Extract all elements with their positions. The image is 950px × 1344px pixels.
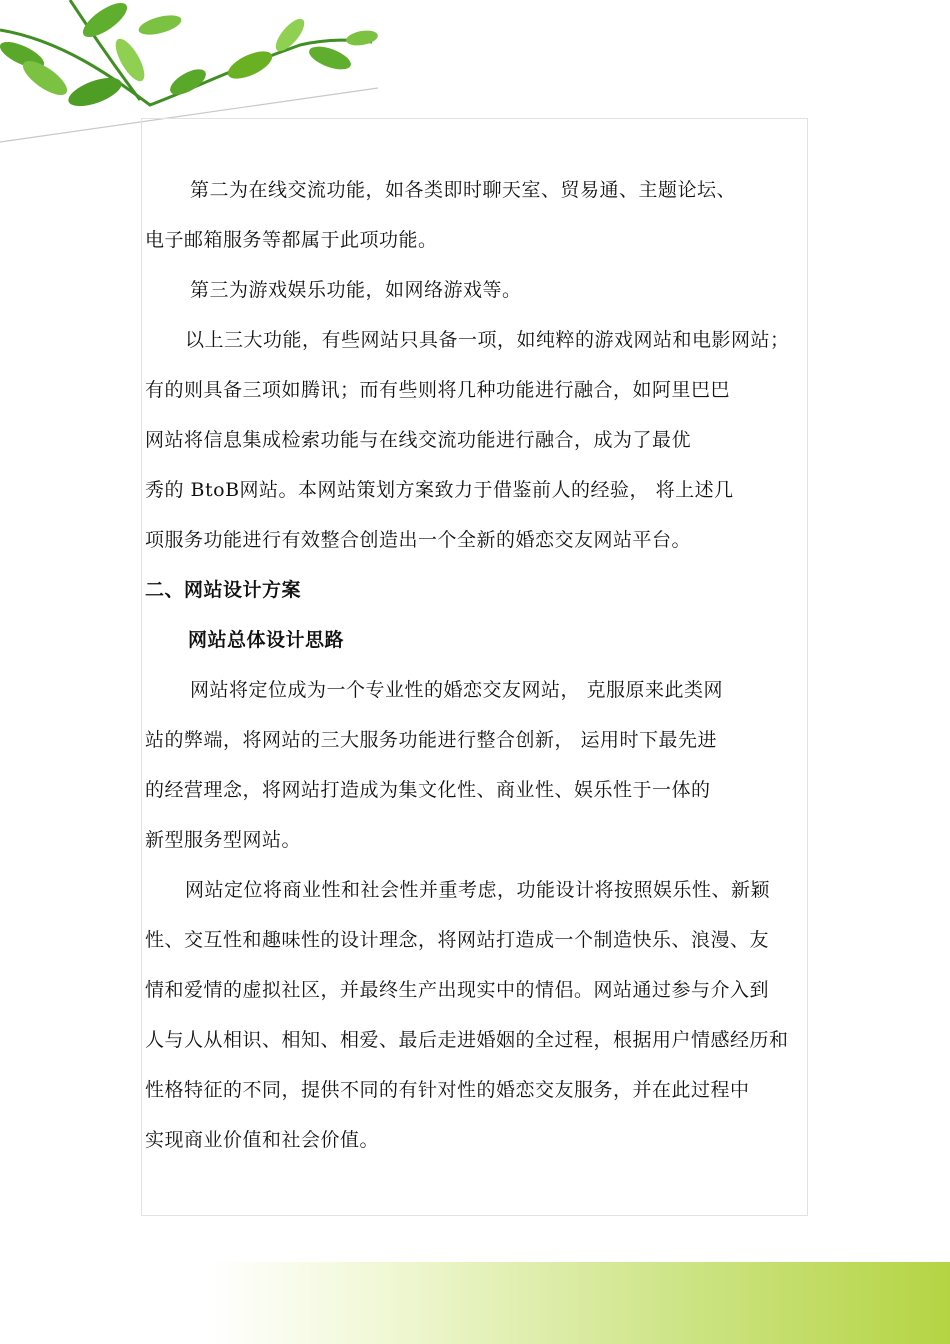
subsection-heading: 网站总体设计思路: [188, 629, 345, 651]
paragraph-line: 人与人从相识、相知、相爱、最后走进婚姻的全过程，根据用户情感经历和: [145, 1029, 789, 1051]
paragraph-line: 项服务功能进行有效整合创造出一个全新的婚恋交友网站平台。: [145, 529, 692, 551]
paragraph-line: 有的则具备三项如腾讯；而有些则将几种功能进行融合，如阿里巴巴: [145, 379, 731, 401]
paragraph-line: 第二为在线交流功能，如各类即时聊天室、贸易通、主题论坛、: [190, 179, 737, 201]
paragraph-line: 网站定位将商业性和社会性并重考虑，功能设计将按照娱乐性、新颖: [185, 879, 771, 901]
paragraph-line: 实现商业价值和社会价值。: [145, 1129, 380, 1151]
paragraph-line: 新型服务型网站。: [145, 829, 302, 851]
paragraph-line: 情和爱情的虚拟社区，并最终生产出现实中的情侣。网站通过参与介入到: [145, 979, 770, 1001]
paragraph-line: 以上三大功能，有些网站只具备一项，如纯粹的游戏网站和电影网站；: [185, 329, 790, 351]
paragraph-line: 性、交互性和趣味性的设计理念，将网站打造成一个制造快乐、浪漫、友: [145, 929, 770, 951]
paragraph-line: 性格特征的不同，提供不同的有针对性的婚恋交友服务，并在此过程中: [145, 1079, 750, 1101]
paragraph-line: 网站将信息集成检索功能与在线交流功能进行融合，成为了最优: [145, 429, 692, 451]
paragraph-line: 站的弊端，将网站的三大服务功能进行整合创新， 运用时下最先进: [145, 729, 718, 751]
paragraph-line: 的经营理念，将网站打造成为集文化性、商业性、娱乐性于一体的: [145, 779, 711, 801]
paragraph-line: 电子邮箱服务等都属于此项功能。: [145, 229, 438, 251]
paragraph-line: 第三为游戏娱乐功能，如网络游戏等。: [190, 279, 522, 301]
footer-gradient-band: [0, 1262, 950, 1344]
section-heading: 二、网站设计方案: [145, 579, 302, 601]
paragraph-line: 网站将定位成为一个专业性的婚恋交友网站， 克服原来此类网: [190, 679, 724, 701]
paragraph-line: 秀的 BtoB网站。本网站策划方案致力于借鉴前人的经验， 将上述几: [145, 479, 734, 501]
